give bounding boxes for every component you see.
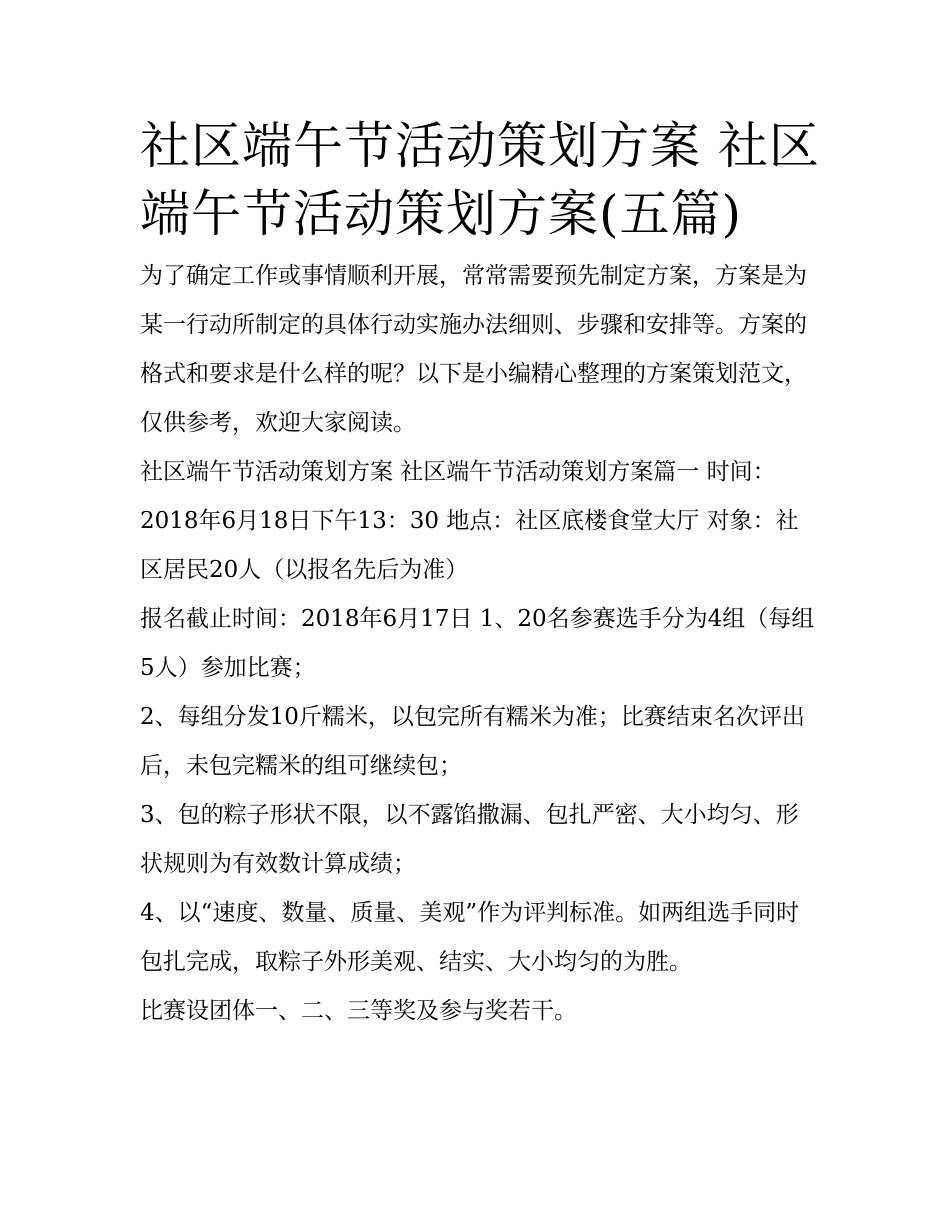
document-title: 社区端午节活动策划方案 社区端午节活动策划方案(五篇)	[140, 117, 820, 243]
registration-paragraph: 报名截止时间：2018年6月17日 1、20名参赛选手分为4组（每组5人）参加比赛；	[140, 606, 815, 681]
document-page	[140, 112, 820, 1036]
event-info-paragraph: 社区端午节活动策划方案 社区端午节活动策划方案篇一 时间：2018年6月18日下午13：30 地点：社区底楼食堂大厅 对象：社区居民20人（以报名先后为准）	[140, 459, 799, 583]
rule-3-paragraph: 3、包的粽子形状不限，以不露馅撒漏、包扎严密、大小均匀、形状规则为有效数计算成绩；	[140, 802, 799, 877]
awards-paragraph: 比赛设团体一、二、三等奖及参与奖若干。	[140, 998, 577, 1024]
intro-paragraph: 为了确定工作或事情顺利开展，常常需要预先制定方案，方案是为某一行动所制定的具体行动实施办法细则、步骤和安排等。方案的格式和要求是什么样的呢？以下是小编精心整理的方案策划范文，仅供参考，欢迎大家阅读。	[140, 263, 807, 436]
rule-4-paragraph: 4、以“速度、数量、质量、美观”作为评判标准。如两组选手同时包扎完成，取粽子外形美观、结实、大小均匀的为胜。	[140, 900, 800, 975]
rule-2-paragraph: 2、每组分发10斤糯米，以包完所有糯米为准；比赛结束名次评出后，未包完糯米的组可继续包；	[140, 704, 805, 779]
